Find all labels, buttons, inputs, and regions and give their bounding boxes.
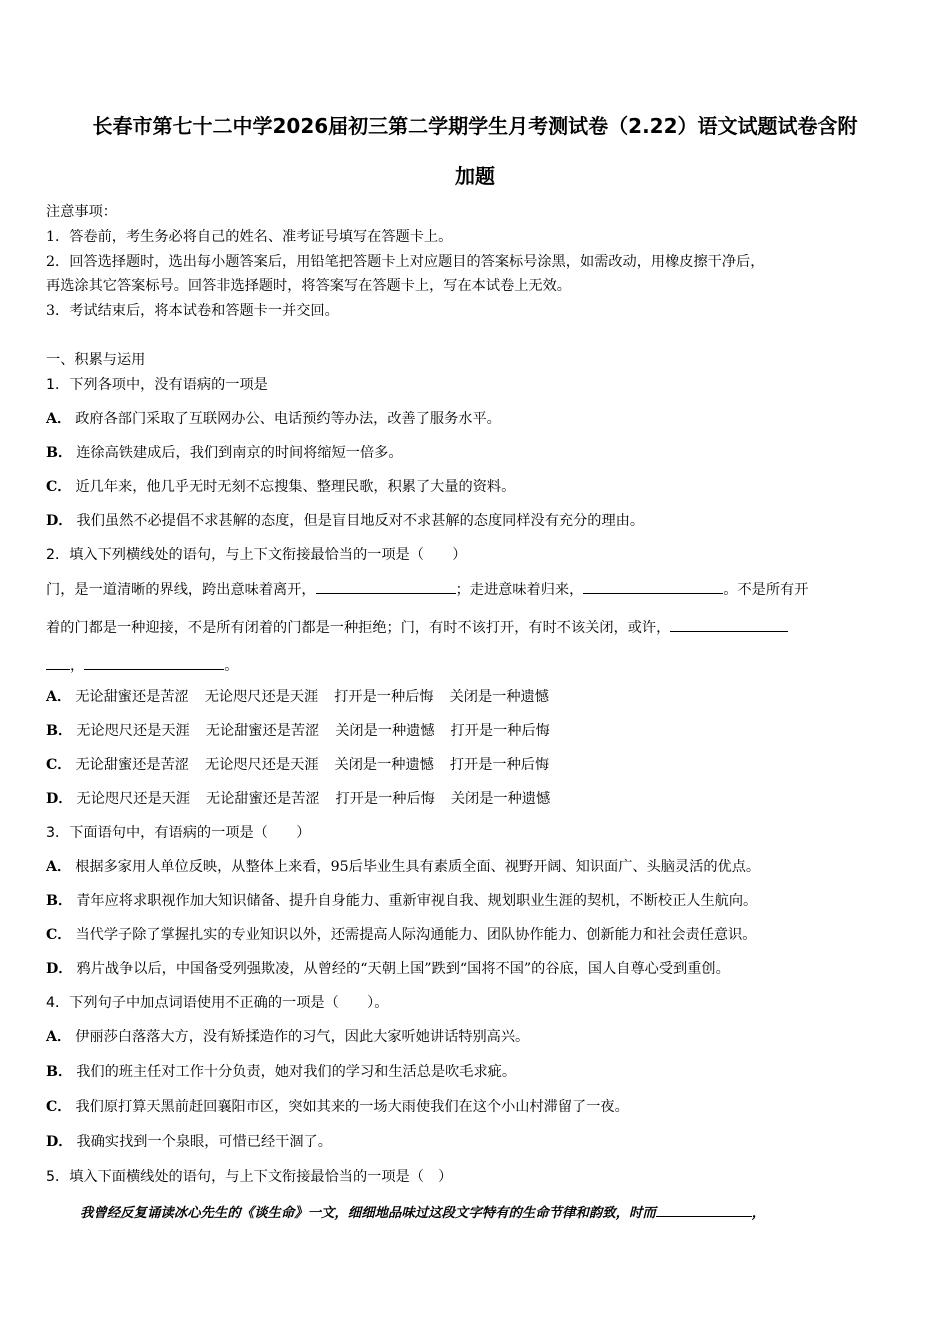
option-label: A． xyxy=(46,411,72,427)
option-part: 无论咫尺还是天涯 xyxy=(204,689,319,705)
question-3-stem xyxy=(46,823,310,843)
passage-text: 。不是所有开 xyxy=(723,582,809,598)
option-c[interactable] xyxy=(46,925,757,945)
option-d[interactable] xyxy=(46,959,730,979)
option-label: B． xyxy=(46,445,73,461)
answer-blank[interactable] xyxy=(670,617,788,632)
notice-item: 1．答卷前，考生务必将自己的姓名、准考证号填写在答题卡上。 xyxy=(46,229,453,245)
option-text: 伊丽莎白落落大方，没有矫揉造作的习气，因此大家听她讲话特别高兴。 xyxy=(75,1029,530,1045)
option-part: 无论咫尺还是天涯 xyxy=(205,757,319,773)
option-text: 我们虽然不必提倡不求甚解的态度，但是盲目地反对不求甚解的态度同样没有充分的理由。 xyxy=(76,513,645,529)
option-a[interactable] xyxy=(46,1027,529,1047)
option-part: 无论甜蜜还是苦涩 xyxy=(206,791,320,807)
question-number: 1． xyxy=(46,377,70,393)
option-label: A． xyxy=(46,859,72,875)
option-part: 关闭是一种遗憾 xyxy=(450,791,551,807)
option-a[interactable] xyxy=(46,857,760,877)
option-label: C． xyxy=(46,479,72,495)
option-label: C． xyxy=(46,757,72,773)
option-part: 关闭是一种遗憾 xyxy=(334,757,434,773)
option-c[interactable] xyxy=(46,755,565,775)
option-label: C． xyxy=(46,927,72,943)
answer-blank[interactable] xyxy=(583,579,723,594)
option-text: 连徐高铁建成后，我们到南京的时间将缩短一倍多。 xyxy=(76,445,403,461)
passage-line xyxy=(46,655,238,676)
passage-text: 我曾经反复诵读冰心先生的《谈生命》一文，细细地品味过这段文字特有的生命节律和韵致，时而 xyxy=(80,1205,656,1221)
answer-blank[interactable] xyxy=(46,655,70,670)
question-1-stem xyxy=(46,375,268,395)
option-text: 我确实找到一个泉眼，可惜已经干涸了。 xyxy=(76,1134,332,1150)
option-part: 打开是一种后悔 xyxy=(449,757,550,773)
question-text: 填入下面横线处的语句，与上下文衔接最恰当的一项是（ ） xyxy=(69,1169,453,1185)
question-text: 下列句子中加点词语使用不正确的一项是（ ）。 xyxy=(69,995,389,1011)
option-label: D． xyxy=(46,961,73,977)
option-text: 鸦片战争以后，中国备受列强欺凌，从曾经的“天朝上国”跌到“国将不国”的谷底，国人自尊心受到重创。 xyxy=(76,961,730,977)
question-number: 2． xyxy=(46,547,70,563)
option-label: A． xyxy=(46,1029,72,1045)
option-d[interactable] xyxy=(46,511,644,531)
passage-text: ， xyxy=(751,1205,766,1221)
question-4-stem xyxy=(46,993,388,1013)
option-d[interactable] xyxy=(46,789,566,809)
option-b[interactable] xyxy=(46,891,757,911)
option-text: 我们原打算天黑前赶回襄阳市区，突如其来的一场大雨使我们在这个小山村滞留了一夜。 xyxy=(75,1099,629,1115)
option-label: C． xyxy=(46,1099,72,1115)
option-text: 根据多家用人单位反映，从整体上来看，95后毕业生具有素质全面、视野开阔、知识面广、头脑灵活的优点。 xyxy=(75,859,761,875)
notice-item: 2．回答选择题时，选出每小题答案后，用铅笔把答题卡上对应题目的答案标号涂黑，如需改动，用橡皮擦干净后， xyxy=(46,254,765,270)
option-c[interactable] xyxy=(46,477,515,497)
option-part: 打开是一种后悔 xyxy=(450,723,550,739)
option-text: 近几年来，他几乎无时无刻不忘搜集、整理民歌，积累了大量的资料。 xyxy=(75,479,516,495)
option-part: 打开是一种后悔 xyxy=(335,791,435,807)
option-a[interactable] xyxy=(46,409,501,429)
option-c[interactable] xyxy=(46,1097,629,1117)
option-text: 我们的班主任对工作十分负责，她对我们的学习和生活总是吹毛求疵。 xyxy=(76,1064,517,1080)
answer-blank[interactable] xyxy=(84,655,224,670)
option-b[interactable] xyxy=(46,721,566,741)
option-label: A． xyxy=(46,689,72,705)
passage-line xyxy=(80,1202,765,1223)
notice-item: 3．考试结束后，将本试卷和答题卡一并交回。 xyxy=(46,303,339,319)
option-text: 青年应将求职视作加大知识储备、提升自身能力、重新审视自我、规划职业生涯的契机，不断校正人生航向。 xyxy=(76,893,758,909)
option-label: B． xyxy=(46,723,73,739)
answer-blank[interactable] xyxy=(656,1202,752,1217)
option-part: 无论甜蜜还是苦涩 xyxy=(205,723,320,739)
question-number: 4． xyxy=(46,995,70,1011)
question-2-stem xyxy=(46,545,466,565)
option-text: 政府各部门采取了互联网办公、电话预约等办法，改善了服务水平。 xyxy=(75,411,501,427)
option-label: D． xyxy=(46,513,73,529)
option-label: B． xyxy=(46,893,73,909)
option-part: 打开是一种后悔 xyxy=(334,689,434,705)
page-title: 长春市第七十二中学2026届初三第二学期学生月考测试卷（2.22）语文试题试卷含附 xyxy=(92,114,858,138)
question-number: 5． xyxy=(46,1169,70,1185)
option-part: 关闭是一种遗憾 xyxy=(449,689,549,705)
option-part: 无论甜蜜还是苦涩 xyxy=(75,689,189,705)
page-title-continued: 加题 xyxy=(455,164,495,188)
option-b[interactable] xyxy=(46,1062,516,1082)
passage-text: ；走进意味着归来， xyxy=(455,582,584,598)
option-d[interactable] xyxy=(46,1132,332,1152)
option-part: 无论咫尺还是天涯 xyxy=(76,723,190,739)
option-b[interactable] xyxy=(46,443,403,463)
question-text: 填入下列横线处的语句，与上下文衔接最恰当的一项是（ ） xyxy=(69,547,467,563)
passage-text: 着的门都是一种迎接，不是所有闭着的门都是一种拒绝；门，有时不该打开，有时不该关闭，或许， xyxy=(46,620,671,636)
option-label: D． xyxy=(46,791,73,807)
option-label: B． xyxy=(46,1064,73,1080)
section-heading: 一、积累与运用 xyxy=(46,352,146,368)
option-part: 无论甜蜜还是苦涩 xyxy=(75,757,189,773)
passage-text: 门，是一道清晰的界线，跨出意味着离开， xyxy=(46,582,316,598)
question-text: 下面语句中，有语病的一项是（ ） xyxy=(69,825,311,841)
answer-blank[interactable] xyxy=(316,579,456,594)
option-part: 关闭是一种遗憾 xyxy=(335,723,435,739)
passage-text: 。 xyxy=(224,658,239,674)
option-label: D． xyxy=(46,1134,73,1150)
option-part: 无论咫尺还是天涯 xyxy=(76,791,191,807)
passage-line xyxy=(46,617,788,638)
question-number: 3． xyxy=(46,825,70,841)
option-a[interactable] xyxy=(46,687,565,707)
passage-text: ， xyxy=(70,658,85,674)
passage-line xyxy=(46,579,808,600)
notice-item: 再选涂其它答案标号。回答非选择题时，将答案写在答题卡上，写在本试卷上无效。 xyxy=(46,278,571,294)
option-text: 当代学子除了掌握扎实的专业知识以外，还需提高人际沟通能力、团队协作能力、创新能力和社会责任意识。 xyxy=(75,927,757,943)
question-text: 下列各项中，没有语病的一项是 xyxy=(69,377,268,393)
question-5-stem xyxy=(46,1167,452,1187)
notice-heading: 注意事项： xyxy=(46,204,117,220)
